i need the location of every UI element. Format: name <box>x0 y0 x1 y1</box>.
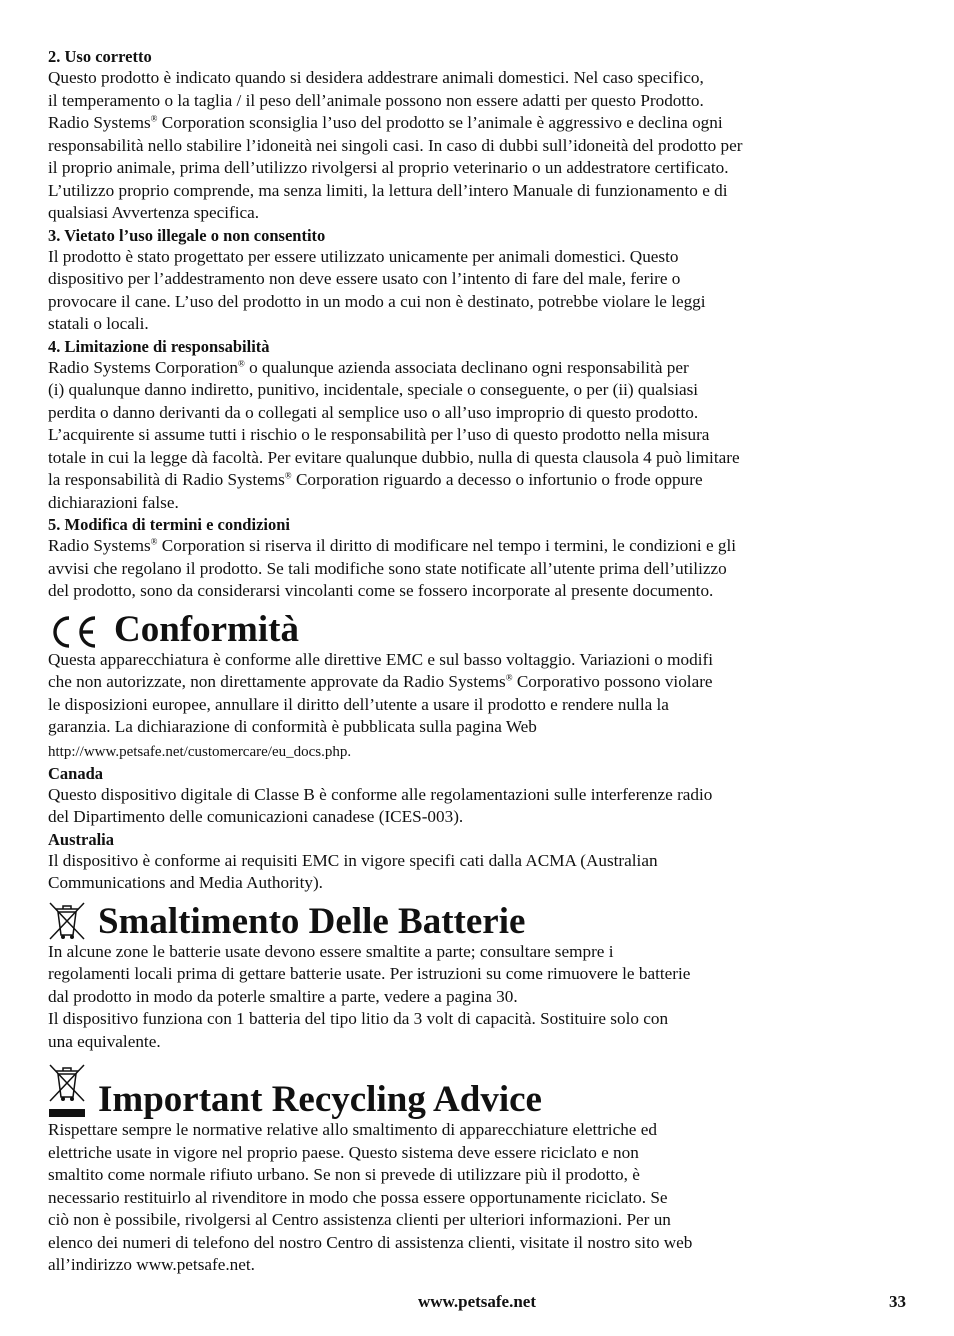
registered-mark: ® <box>150 113 158 124</box>
line-text: Rispettare sempre le normative relative allo smaltimento di apparecchiature elettriche ed <box>48 1120 657 1139</box>
line-text: totale in cui la legge dà facoltà. Per evitare qualunque dubbio, nulla di questa clausola 4 può limitare <box>48 447 740 467</box>
line-text: Il dispositivo funziona con 1 batteria del tipo litio da 3 volt di capacità. Sostituire solo con <box>48 1009 669 1028</box>
line-text: avvisi che regolano il prodotto. Se tali modifiche sono state notificate all’utente prima dell’utilizzo <box>48 558 727 578</box>
line-text: Corporation si riserva il diritto di modificare nel tempo i termini, le condizioni e gli <box>157 536 737 555</box>
line-text: Il dispositivo è conforme ai requisiti EMC in vigore specifi cati dalla ACMA (Australian <box>48 850 658 870</box>
line-text: Corporation riguardo a decesso o infortunio o frode oppure <box>291 470 703 489</box>
line-text: Corporativo possono violare <box>512 672 713 691</box>
smaltimento-heading <box>48 901 910 941</box>
section-title: 2. Uso corretto <box>48 47 152 66</box>
line-text: dispositivo per l’addestramento non deve essere usato con l’intento di fare del male, ferire o <box>48 269 681 288</box>
section-title: 4. Limitazione di responsabilità <box>48 336 270 356</box>
registered-mark: ® <box>284 470 292 481</box>
line-text: regolamenti locali prima di gettare batterie usate. Per istruzioni su come rimuovere le batterie <box>48 964 691 983</box>
line-text: provocare il cane. L’uso del prodotto in un modo a cui non è destinato, potrebbe violare le leggi <box>48 291 706 311</box>
line-text: elettriche usate in vigore nel proprio paese. Questo sistema deve essere riciclato e non <box>48 1142 639 1162</box>
weee-bin-icon <box>48 1063 86 1119</box>
line-text: Questa apparecchiatura è conforme alle direttive EMC e sul basso voltaggio. Variazioni o modifi <box>48 649 714 669</box>
ce-mark-icon <box>48 615 100 649</box>
line-text: Corporation sconsiglia l’uso del prodotto se l’animale è aggressivo e declina ogni <box>157 113 723 132</box>
document-page <box>48 46 910 1277</box>
line-text: la responsabilità di Radio Systems <box>48 470 285 489</box>
line-text: Communications and Media Authority). <box>48 873 323 892</box>
registered-mark: ® <box>238 357 245 368</box>
australia-text <box>48 850 910 895</box>
line-text: qualsiasi Avvertenza specifica. <box>48 203 260 222</box>
line-text: Radio Systems <box>48 536 151 555</box>
line-text: perdita o danno derivanti da o collegati al semplice uso o all’uso improprio di questo prodotto. <box>48 402 699 422</box>
line-text: che non autorizzate, non direttamente approvate da Radio Systems <box>48 672 506 691</box>
registered-mark: ® <box>505 672 513 683</box>
conformita-url: http://www.petsafe.net/customercare/eu_docs.php. <box>48 743 352 760</box>
smaltimento-title: Smaltimento Delle Batterie <box>98 900 526 942</box>
line-text: Radio Systems <box>48 113 151 132</box>
line-text: il temperamento o la taglia / il peso dell’animale possono non essere adatti per questo Prodotto. <box>48 90 704 110</box>
line-text: ciò non è possibile, rivolgersi al Centro assistenza clienti per ulteriori informazioni. Per un <box>48 1210 671 1229</box>
line-text: L’utilizzo proprio comprende, ma senza limiti, la lettura dell’intero Manuale di funzionamento e di <box>48 180 728 200</box>
page-number: 33 <box>889 1292 906 1311</box>
line-text: (i) qualunque danno indiretto, punitivo, incidentale, speciale o conseguente, o per (ii) qualsiasi <box>48 380 699 399</box>
section-text <box>48 67 910 225</box>
recycling-title: Important Recycling Advice <box>98 1079 542 1120</box>
line-text: statali o locali. <box>48 314 149 333</box>
line-text: Questo prodotto è indicato quando si desidera addestrare animali domestici. Nel caso specifico, <box>48 68 704 87</box>
section-title: 5. Modifica di termini e condizioni <box>48 515 290 534</box>
line-text: Radio Systems Corporation <box>48 357 239 377</box>
line-text: responsabilità nello stabilire l’idoneità nei singoli casi. In caso di dubbi sull’idoneità del prodotto per <box>48 135 743 155</box>
line-text: il proprio animale, prima dell’utilizzo rivolgersi al proprio veterinario o un addestratore certificato. <box>48 158 729 177</box>
canada-title: Canada <box>48 763 104 783</box>
section-title: 3. Vietato l’uso illegale o non consentito <box>48 225 326 245</box>
smaltimento-text <box>48 941 910 1054</box>
footer-website: www.petsafe.net <box>417 1292 537 1311</box>
line-text: smaltito come normale rifiuto urbano. Se non si prevede di utilizzare più il prodotto, è <box>48 1165 640 1184</box>
conformita-heading <box>48 608 910 650</box>
section-text <box>48 357 910 515</box>
line-text: In alcune zone le batterie usate devono essere smaltite a parte; consultare sempre i <box>48 941 614 961</box>
conformita-title: Conformità <box>114 608 299 650</box>
line-text: L’acquirente si assume tutti i rischio o le responsabilità per l’uso di questo prodotto nella misura <box>48 425 710 444</box>
line-text: le disposizioni europee, annullare il diritto dell’utente a usare il prodotto e rendere nulla la <box>48 694 669 714</box>
australia-title: Australia <box>48 829 114 849</box>
line-text: una equivalente. <box>48 1031 161 1051</box>
line-text: Il prodotto è stato progettato per essere utilizzato unicamente per animali domestici. Questo <box>48 246 679 266</box>
line-text: o qualunque azienda associata declinano ogni responsabilità per <box>244 357 689 377</box>
line-text: necessario restituirlo al rivenditore in modo che possa essere opportunamente riciclato. Se <box>48 1187 668 1207</box>
section-text <box>48 246 910 336</box>
line-text: Questo dispositivo digitale di Classe B è conforme alle regolamentazioni sulle interferenze radio <box>48 784 713 804</box>
canada-text <box>48 784 910 829</box>
legal-sections <box>48 46 910 603</box>
line-text: dichiarazioni false. <box>48 492 179 512</box>
page-footer <box>48 1292 906 1316</box>
conformita-text <box>48 649 910 739</box>
line-text: dal prodotto in modo da poterle smaltire a parte, vedere a pagina 30. <box>48 986 518 1006</box>
line-text: del Dipartimento delle comunicazioni canadese (ICES-003). <box>48 807 464 826</box>
recycling-text <box>48 1119 910 1277</box>
line-text: garanzia. La dichiarazione di conformità è pubblicata sulla pagina Web <box>48 717 537 736</box>
section-text <box>48 535 910 603</box>
crossed-bin-icon <box>48 901 86 941</box>
line-text: all’indirizzo www.petsafe.net. <box>48 1255 255 1274</box>
line-text: elenco dei numeri di telefono del nostro Centro di assistenza clienti, visitate il nostro sito web <box>48 1232 693 1252</box>
registered-mark: ® <box>150 536 158 547</box>
line-text: del prodotto, sono da considerarsi vincolanti come se fossero incorporate al presente documento. <box>48 581 714 600</box>
recycling-heading <box>48 1063 910 1119</box>
